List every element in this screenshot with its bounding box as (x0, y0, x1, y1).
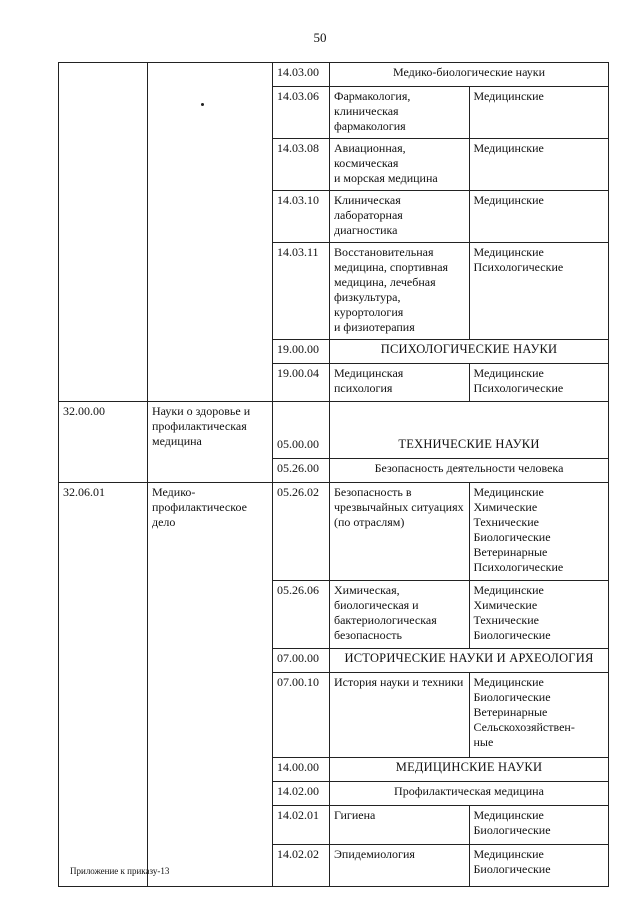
group-name: Медико- профилактическое дело (148, 483, 273, 887)
science-branch-heading: Безопасность деятельности человека (330, 459, 609, 483)
group-code: 32.00.00 (59, 402, 148, 483)
specialty-code: 19.00.00 (273, 340, 330, 364)
science-fields: Медицинские Психологические (469, 243, 609, 340)
table-row (59, 483, 609, 581)
specialty-name: Авиационная, космическая и морская медицина (330, 139, 470, 191)
science-fields: Медицинские Биологические (469, 845, 609, 887)
specialty-name: Эпидемиология (330, 845, 470, 887)
footer-note: Приложение к приказу-13 (70, 866, 170, 876)
specialty-name: Гигиена (330, 806, 470, 845)
specialty-code: 14.03.06 (273, 87, 330, 139)
specialty-code: 05.26.00 (273, 459, 330, 483)
specialty-code: 07.00.10 (273, 673, 330, 758)
science-fields: Медицинские (469, 139, 609, 191)
science-fields: Медицинские (469, 191, 609, 243)
specialty-name: Химическая, биологическая и бактериологическая безопасность (330, 581, 470, 649)
page-number: 50 (313, 30, 327, 45)
science-branch-heading: ПСИХОЛОГИЧЕСКИЕ НАУКИ (330, 340, 609, 364)
specialty-code: 05.00.00 (273, 402, 330, 459)
specialty-name: Клиническая лабораторная диагностика (330, 191, 470, 243)
specialty-name: Фармакология, клиническая фармакология (330, 87, 470, 139)
specialty-code: 14.03.11 (273, 243, 330, 340)
science-fields: Медицинские Биологические (469, 806, 609, 845)
specialty-code: 14.03.10 (273, 191, 330, 243)
science-branch-heading: Медико-биологические науки (330, 63, 609, 87)
table-row (59, 63, 609, 87)
science-fields: Медицинские Химические Технические Биологические Ветеринарные Психологические (469, 483, 609, 581)
specialty-code: 14.02.01 (273, 806, 330, 845)
specialty-name: Медицинская психология (330, 364, 470, 402)
specialty-code: 05.26.02 (273, 483, 330, 581)
group-code-cell (59, 63, 148, 402)
specialty-name: Безопасность в чрезвычайных ситуациях (по отраслям) (330, 483, 470, 581)
specialty-code: 07.00.00 (273, 649, 330, 673)
group-name: Науки о здоровье и профилактическая медицина (148, 402, 273, 483)
specialty-code: 14.03.08 (273, 139, 330, 191)
science-fields: Медицинские Биологические Ветеринарные Сельскохозяйствен- ные (469, 673, 609, 758)
science-branch-heading: Профилактическая медицина (330, 782, 609, 806)
specialty-name: Восстановительная медицина, спортивная медицина, лечебная физкультура, курортология и физиотерапия (330, 243, 470, 340)
science-fields: Медицинские Химические Технические Биологические (469, 581, 609, 649)
science-branch-heading: МЕДИЦИНСКИЕ НАУКИ (330, 758, 609, 782)
specialty-code: 14.00.00 (273, 758, 330, 782)
specialty-code: 19.00.04 (273, 364, 330, 402)
specialty-code: 05.26.06 (273, 581, 330, 649)
science-fields: Медицинские (469, 87, 609, 139)
specialty-code: 14.02.00 (273, 782, 330, 806)
specialty-code: 14.03.00 (273, 63, 330, 87)
specialty-code: 14.02.02 (273, 845, 330, 887)
science-branch-heading: ТЕХНИЧЕСКИЕ НАУКИ (330, 402, 609, 459)
table-row (59, 402, 609, 459)
specialties-table (58, 62, 609, 887)
science-branch-heading: ИСТОРИЧЕСКИЕ НАУКИ И АРХЕОЛОГИЯ (330, 649, 609, 673)
specialty-name: История науки и техники (330, 673, 470, 758)
group-code: 32.06.01 (59, 483, 148, 887)
science-fields: Медицинские Психологические (469, 364, 609, 402)
group-name-cell (148, 63, 273, 402)
